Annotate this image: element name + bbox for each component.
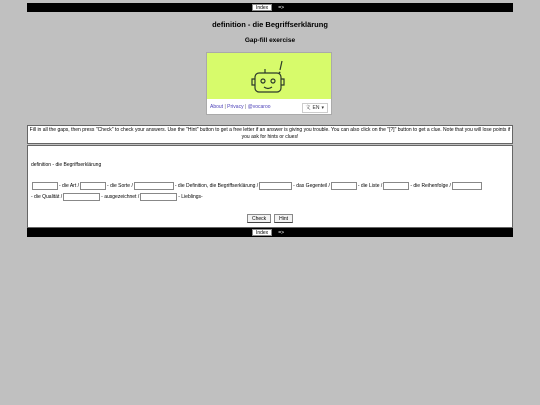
next-link[interactable]: => [274, 4, 288, 11]
gap-input[interactable] [383, 182, 409, 190]
action-buttons [28, 214, 512, 223]
gap-text: - ausgezeichnet / [101, 194, 140, 200]
chevron-down-icon: ▾ [321, 105, 324, 111]
gap-input[interactable] [140, 193, 177, 201]
next-link[interactable]: => [274, 229, 288, 236]
instructions-box: Fill in all the gaps, then press "Check" to check your answers. Use the "Hint" button to get a free letter if an answer is giving you trouble. You can also click on the "[?]" button to get a clue. Note that you will lose points if you ask for hints or clues! [27, 125, 513, 144]
gap-input[interactable] [63, 193, 100, 201]
robot-illustration [207, 53, 331, 99]
gap-text: - die Art / [59, 183, 80, 189]
index-link[interactable]: Index [252, 4, 272, 11]
about-link[interactable]: About [210, 104, 224, 110]
separator: | [244, 104, 247, 110]
gap-text: - die Qualität / [31, 194, 63, 200]
gap-input[interactable] [80, 182, 106, 190]
ad-widget [206, 52, 332, 115]
privacy-link[interactable]: Privacy [227, 104, 244, 110]
exercise-line-1 [31, 182, 483, 190]
gap-input[interactable] [32, 182, 58, 190]
gap-text: - Lieblings- [178, 194, 203, 200]
gap-input[interactable] [331, 182, 357, 190]
check-button[interactable]: Check [247, 214, 271, 223]
hint-button[interactable]: Hint [274, 214, 293, 223]
exercise-heading: definition - die Begriffserklärung [31, 162, 102, 168]
gap-text: - die Reihenfolge / [410, 183, 451, 189]
gap-text: - die Liste / [357, 183, 383, 189]
translate-icon: 文 [305, 105, 311, 111]
exercise-panel [27, 145, 513, 228]
vocaroo-link[interactable]: @vocaroo [247, 104, 271, 110]
gap-input[interactable] [452, 182, 482, 190]
language-label: EN [312, 105, 320, 111]
top-navbar [27, 3, 513, 12]
gap-input[interactable] [134, 182, 174, 190]
separator: | [224, 104, 226, 110]
bottom-navbar [27, 228, 513, 237]
language-selector[interactable] [302, 103, 328, 113]
gap-text: - die Definition, die Begriffserklärung / [174, 183, 259, 189]
exercise-line-2 [31, 193, 203, 201]
gap-text: - die Sorte / [107, 183, 133, 189]
page-title: definition - die Begriffserklärung [212, 20, 328, 29]
index-link[interactable]: Index [252, 229, 272, 236]
ad-links [210, 104, 271, 110]
page-subtitle: Gap-fill exercise [244, 37, 296, 44]
gap-input[interactable] [259, 182, 292, 190]
gap-text: - das Gegenteil / [293, 183, 330, 189]
